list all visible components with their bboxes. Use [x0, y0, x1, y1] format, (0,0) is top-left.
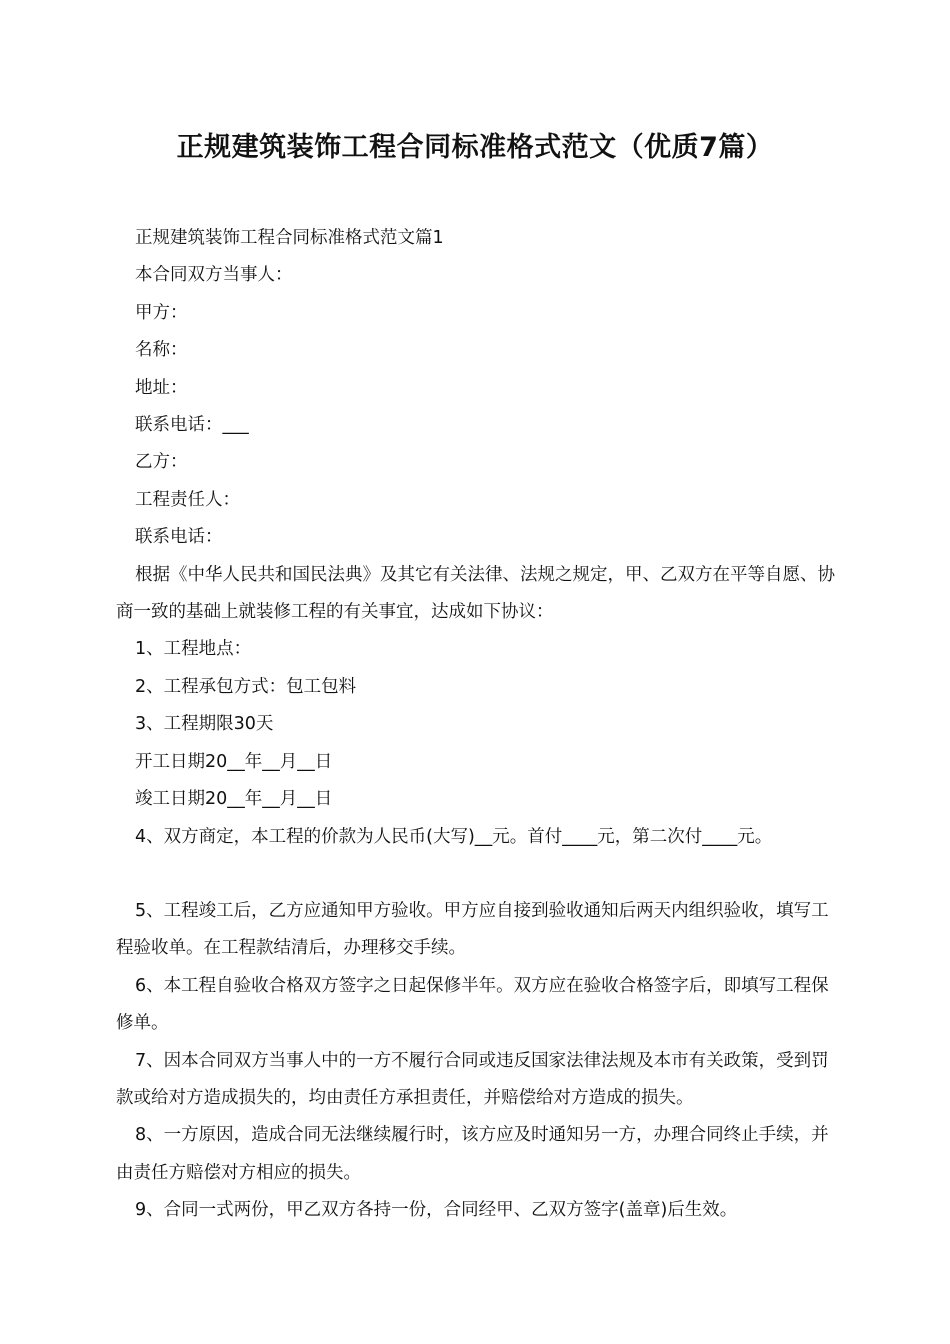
party-a-address: 地址：	[135, 377, 188, 398]
party-a-phone: 联系电话：___	[135, 415, 249, 436]
clause-3-duration: 3、工程期限30天	[135, 714, 274, 735]
blank-line	[116, 856, 836, 893]
start-date: 开工日期20__年__月__日	[135, 751, 333, 772]
party-b-label: 乙方：	[135, 452, 188, 473]
clause-2-contract-method: 2、工程承包方式：包工包料	[135, 676, 357, 697]
clause-5-acceptance: 5、工程竣工后，乙方应通知甲方验收。甲方应自接到验收通知后两天内组织验收，填写工程验收单。在工程款结清后，办理移交手续。	[116, 900, 829, 959]
clause-1-location: 1、工程地点：	[135, 639, 252, 660]
clause-7-liability: 7、因本合同双方当事人中的一方不履行合同或违反国家法律法规及本市有关政策，受到罚款或给对方造成损失的，均由责任方承担责任，并赔偿给对方造成的损失。	[116, 1050, 829, 1108]
clause-9-copies: 9、合同一式两份，甲乙双方各持一份，合同经甲、乙双方签字(盖章)后生效。	[135, 1200, 738, 1221]
document-title: 正规建筑装饰工程合同标准格式范文（优质7篇）	[176, 132, 774, 163]
clause-8-termination: 8、一方原因，造成合同无法继续履行时，该方应及时通知另一方，办理合同终止手续，并由责任方赔偿对方相应的损失。	[116, 1125, 829, 1183]
parties-intro: 本合同双方当事人：	[135, 265, 293, 286]
clause-4-price: 4、双方商定，本工程的价款为人民币(大写)__元。首付____元，第二次付____元。	[135, 826, 773, 847]
completion-date: 竣工日期20__年__月__日	[135, 789, 333, 810]
party-a-label: 甲方：	[135, 302, 188, 323]
party-a-name: 名称：	[135, 340, 188, 361]
section-heading: 正规建筑装饰工程合同标准格式范文篇1	[135, 228, 444, 248]
clause-6-warranty: 6、本工程自验收合格双方签字之日起保修半年。双方应在验收合格签字后，即填写工程保修单。	[116, 975, 829, 1034]
party-b-responsible-person: 工程责任人：	[135, 489, 240, 510]
party-b-phone: 联系电话：	[135, 527, 223, 548]
preamble-paragraph: 根据《中华人民共和国民法典》及其它有关法律、法规之规定，甲、乙双方在平等自愿、协商一致的基础上就装修工程的有关事宜，达成如下协议：	[116, 564, 835, 623]
document-body	[116, 220, 836, 1230]
